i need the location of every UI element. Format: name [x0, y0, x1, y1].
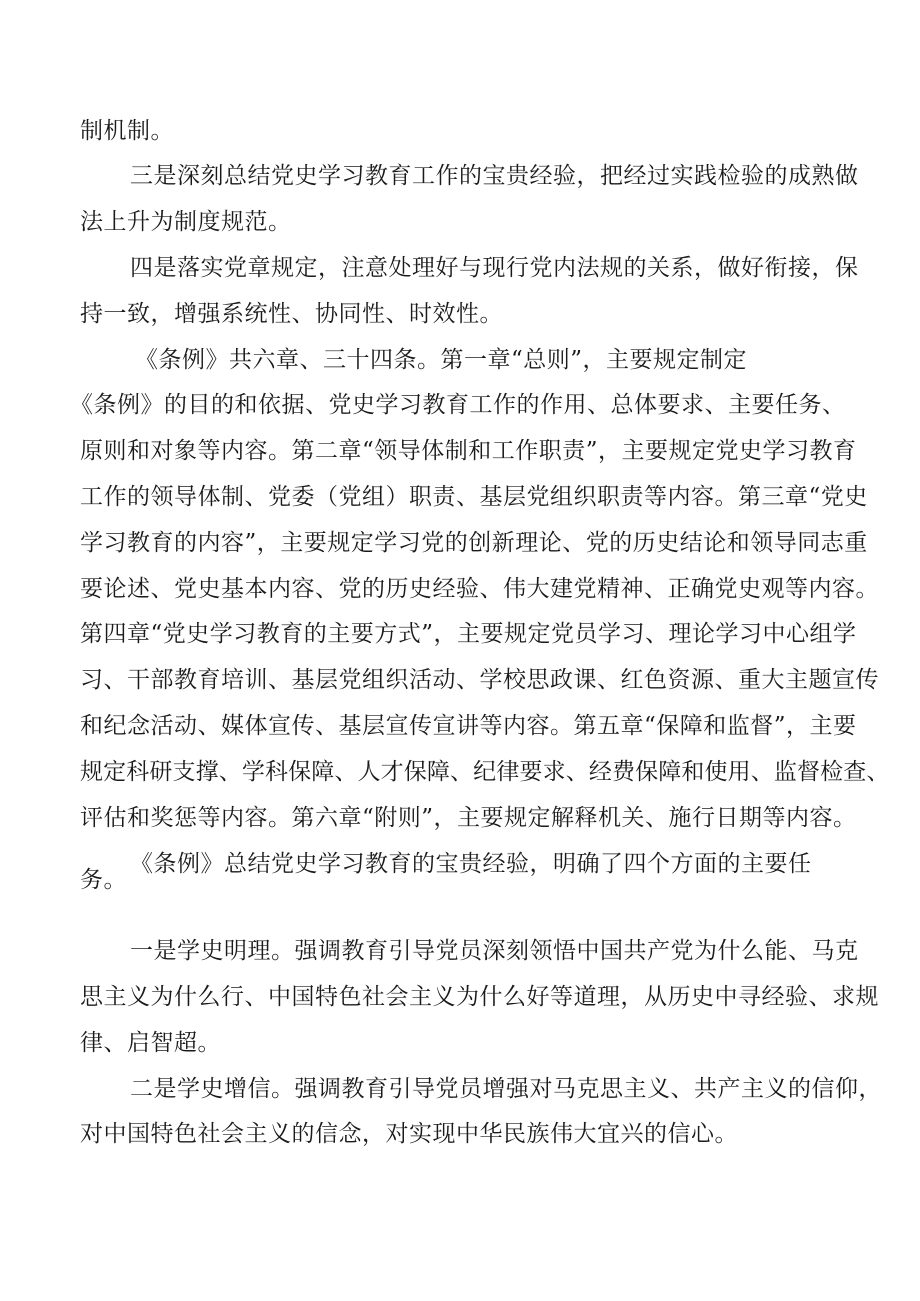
text-line: 原则和对象等内容。第二章“领导体制和工作职责”，主要规定党史学习教育: [80, 438, 857, 464]
text-line: 四是落实党章规定，注意处理好与现行党内法规的关系，做好衔接，保: [130, 255, 859, 281]
text-line: 务。: [80, 867, 127, 893]
text-line: 《条例》的目的和依据、党史学习教育工作的作用、总体要求、主要任务、: [70, 392, 846, 418]
text-line: 一是学史明理。强调教育引导党员深刻领悟中国共产党为什么能、马克: [130, 938, 859, 964]
text-line: 《条例》共六章、三十四条。第一章“总则”，主要规定制定: [135, 347, 748, 373]
text-line: 三是深刻总结党史学习教育工作的宝贵经验，把经过实践检验的成熟做: [130, 163, 859, 189]
text-line: 对中国特色社会主义的信念，对实现中华民族伟大宜兴的信心。: [80, 1121, 738, 1147]
text-line: 要论述、党史基本内容、党的历史经验、伟大建党精神、正确党史观等内容。: [80, 576, 879, 602]
text-line: 持一致，增强系统性、协同性、时效性。: [80, 301, 503, 327]
text-line: 和纪念活动、媒体宣传、基层宣传宣讲等内容。第五章“保障和监督”，主要: [80, 713, 857, 739]
text-line: 习、干部教育培训、基层党组织活动、学校思政课、红色资源、重大主题宣传: [80, 667, 879, 693]
text-line: 思主义为什么行、中国特色社会主义为什么好等道理，从历史中寻经验、求规: [80, 984, 879, 1010]
text-line: 规定科研支撑、学科保障、人才保障、纪律要求、经费保障和使用、监督检查、: [80, 759, 890, 785]
text-line: 学习教育的内容”，主要规定学习党的创新理论、党的历史结论和领导同志重: [80, 530, 868, 556]
text-line: 律、启智超。: [80, 1030, 221, 1056]
text-line: 第四章“党史学习教育的主要方式”，主要规定党员学习、理论学习中心组学: [80, 621, 857, 647]
text-line: 二是学史增信。强调教育引导党员增强对马克思主义、共产主义的信仰，: [130, 1076, 882, 1102]
text-line: 制机制。: [80, 118, 174, 144]
text-line: 《条例》总结党史学习教育的宝贵经验，明确了四个方面的主要任: [130, 851, 812, 877]
text-line: 法上升为制度规范。: [80, 209, 292, 235]
text-line: 工作的领导体制、党委（党组）职责、基层党组织职责等内容。第三章“党史: [80, 484, 868, 510]
text-line: 评估和奖惩等内容。第六章“附则”，主要规定解释机关、施行日期等内容。: [80, 805, 857, 831]
